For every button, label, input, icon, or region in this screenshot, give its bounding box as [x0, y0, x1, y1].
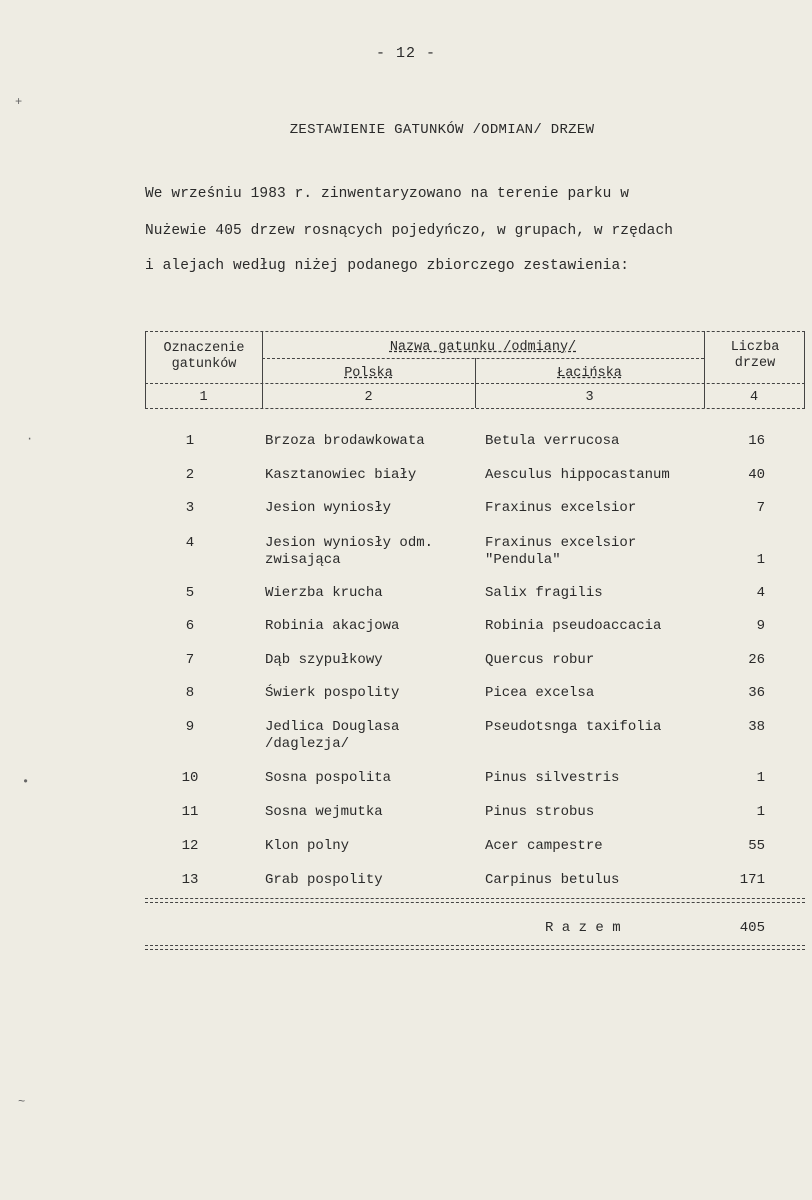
row-polish-name: Dąb szypułkowy: [265, 652, 383, 668]
header-designation: Oznaczenie gatunków: [163, 341, 245, 372]
row-count: 1: [756, 552, 765, 568]
row-number: 2: [185, 467, 195, 483]
row-count: 171: [739, 872, 765, 888]
row-number: 12: [181, 838, 199, 854]
page-title: ZESTAWIENIE GATUNKÓW /ODMIAN/ DRZEW: [289, 122, 595, 138]
col-number-2: 2: [364, 390, 373, 405]
row-latin-name: Carpinus betulus: [485, 872, 620, 888]
header-top-rule: [145, 331, 805, 332]
header-border-right: [804, 331, 805, 408]
col-number-1: 1: [199, 390, 208, 405]
row-polish-name: Robinia akacjowa: [265, 618, 400, 634]
row-polish-name: Jesion wyniosły: [265, 500, 392, 516]
row-latin-name: Fraxinus excelsior: [485, 500, 637, 516]
row-number: 1: [185, 433, 195, 449]
col-number-3: 3: [585, 390, 594, 405]
row-latin-name: Aesculus hippocastanum: [485, 467, 670, 483]
row-count: 40: [748, 467, 765, 483]
row-latin-name: Salix fragilis: [485, 585, 603, 601]
total-value: 405: [739, 920, 765, 936]
row-latin-name: Pinus silvestris: [485, 770, 620, 786]
row-polish-name: Jesion wyniosły odm. zwisająca: [265, 535, 434, 568]
row-polish-name: Kasztanowiec biały: [265, 467, 417, 483]
row-latin-name: Pseudotsnga taxifolia: [485, 719, 662, 735]
total-top-rule-2: [145, 902, 805, 903]
row-latin-name: Pinus strobus: [485, 804, 595, 820]
row-count: 1: [756, 804, 765, 820]
row-count: 4: [756, 585, 765, 601]
page-number: - 12 -: [375, 45, 436, 62]
row-latin-name: Acer campestre: [485, 838, 603, 854]
row-latin-name: Fraxinus excelsior "Pendula": [485, 535, 637, 568]
total-top-rule: [145, 898, 805, 899]
margin-mark: +: [15, 95, 23, 109]
row-count: 55: [748, 838, 765, 854]
row-number: 9: [185, 719, 195, 735]
row-number: 13: [181, 872, 199, 888]
row-polish-name: Wierzba krucha: [265, 585, 383, 601]
row-count: 9: [756, 618, 765, 634]
row-number: 7: [185, 652, 195, 668]
row-count: 38: [748, 719, 765, 735]
row-number: 8: [185, 685, 195, 701]
row-polish-name: Sosna pospolita: [265, 770, 392, 786]
intro-line-1: We wrześniu 1983 r. zinwentaryzowano na terenie parku w: [145, 186, 630, 202]
total-label: R a z e m: [545, 920, 621, 936]
row-count: 16: [748, 433, 765, 449]
intro-line-3: i alejach według niżej podanego zbiorczego zestawienia:: [145, 258, 630, 274]
row-number: 10: [181, 770, 199, 786]
row-polish-name: Brzoza brodawkowata: [265, 433, 425, 449]
col-number-4: 4: [749, 390, 759, 405]
margin-mark: ~: [18, 1095, 26, 1109]
header-polish: Polska: [344, 366, 393, 381]
margin-mark: ·: [26, 432, 34, 446]
header-bottom-rule: [145, 408, 805, 409]
row-count: 36: [748, 685, 765, 701]
row-latin-name: Quercus robur: [485, 652, 595, 668]
header-latin: Łacińska: [557, 366, 622, 381]
row-number: 3: [185, 500, 195, 516]
row-latin-name: Picea excelsa: [485, 685, 595, 701]
header-group-rule: [262, 358, 704, 359]
row-polish-name: Świerk pospolity: [265, 685, 400, 701]
row-latin-name: Robinia pseudoaccacia: [485, 618, 662, 634]
total-bottom-rule: [145, 945, 805, 946]
row-number: 6: [185, 618, 195, 634]
row-number: 11: [181, 804, 199, 820]
row-polish-name: Jedlica Douglasa /daglezja/: [265, 719, 400, 752]
intro-line-2: Nużewie 405 drzew rosnących pojedyńczo, w grupach, w rzędach: [145, 223, 674, 239]
row-polish-name: Grab pospolity: [265, 872, 383, 888]
row-number: 4: [185, 535, 195, 551]
header-name-group: Nazwa gatunku /odmiany/: [389, 340, 577, 355]
row-count: 1: [756, 770, 765, 786]
header-count: Liczba drzew: [730, 340, 780, 371]
row-polish-name: Sosna wejmutka: [265, 804, 383, 820]
row-number: 5: [185, 585, 195, 601]
total-bottom-rule-2: [145, 949, 805, 950]
row-latin-name: Betula verrucosa: [485, 433, 620, 449]
row-polish-name: Klon polny: [265, 838, 350, 854]
row-count: 7: [756, 500, 765, 516]
row-count: 26: [748, 652, 765, 668]
margin-mark: •: [22, 775, 30, 789]
